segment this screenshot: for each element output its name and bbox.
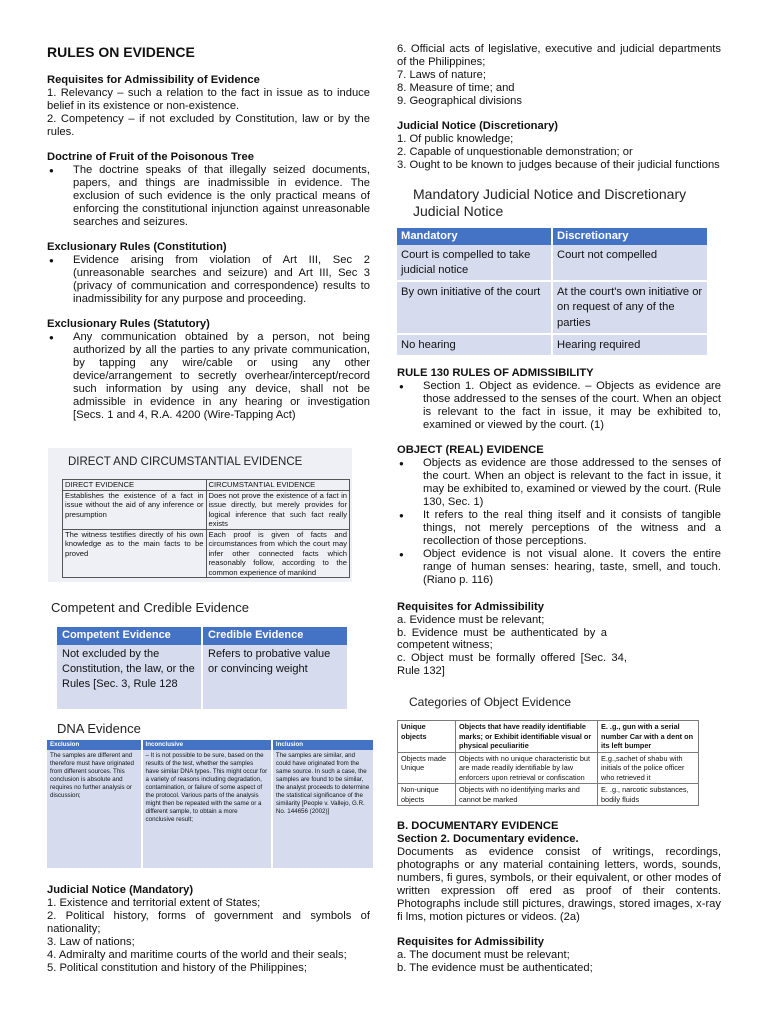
rule130-list (397, 380, 721, 432)
obj-requisites-heading: Requisites for Admissibility (397, 600, 544, 613)
bullet-item: ● Section 1. Object as evidence. – Objects as evidence are those addressed to the senses of the court. When an object is relevant to the fact in issue, it may be exhibited to, examined or viewed by the court. (1) (397, 380, 721, 432)
highlighted-text: The samples are different and therefore must have originated from different sources. This conclusion is absolute and requires no further analysis or discussion; (50, 751, 134, 799)
cell-text: The samples are similar, and could have originated from the same source. In such a case, the samples are found to be similar, the analyst proceeds to determine the statistical significance of the similarity [People v. Vallejo, G.R. No. 144656 (2002)] (275, 751, 370, 816)
table-header: DIRECT EVIDENCE (63, 480, 207, 490)
table-cell: E. .g., gun with a serial number Car with a dent on its left bumper (598, 721, 699, 752)
competent-credible-figure (47, 600, 353, 708)
dna-exclusion-cell (47, 750, 142, 868)
table-cell: No hearing (397, 334, 552, 356)
jn-mandatory-heading: Judicial Notice (Mandatory) (47, 883, 194, 896)
table-row (63, 529, 350, 577)
table-row (398, 784, 699, 806)
table-cell: Objects with no identifying marks and cannot be marked (456, 784, 598, 806)
table-cell: Objects that have readily identifiable marks; or Exhibit identifiable visual or physical peculiaritie (456, 721, 598, 752)
page-title: RULES ON EVIDENCE (47, 44, 195, 60)
object-list (397, 457, 721, 587)
list-item: 5. Political constitution and history of the Philippines; (47, 961, 307, 974)
direct-circumstantial-figure (48, 448, 352, 582)
list-item: 1. Of public knowledge; (397, 132, 514, 145)
table-row (398, 752, 699, 783)
list-item: c. Object must be formally offered [Sec. 34, Rule 132] (397, 652, 627, 678)
table-cell: Hearing required (552, 334, 707, 356)
list-item: 3. Law of nations; (47, 935, 135, 948)
table-row (47, 750, 373, 868)
bullet-item: ● The doctrine speaks of that illegally seized documents, papers, and things are inadmissible in evidence. The exclusion of such evidence is the only practical means of enforcing the constitutional injunction against unreasonable searches and seizures. (47, 164, 370, 229)
list-item: 2. Political history, forms of government and symbols of nationality; (47, 909, 370, 935)
competent-credible-table (57, 627, 347, 708)
rule130-heading: RULE 130 RULES OF ADMISSIBILITY (397, 366, 594, 379)
table-cell: E.g.,sachet of shabu with initials of the police officer who retrieved it (598, 752, 699, 783)
table-cell: Unique objects (398, 721, 456, 752)
table-header: Competent Evidence (57, 627, 202, 644)
list-item: a. Evidence must be relevant; (397, 613, 545, 626)
figure-title: Mandatory Judicial Notice and Discretionary Judicial Notice (413, 185, 687, 219)
list-item: 9. Geographical divisions (397, 94, 522, 107)
bullet-item: ● Object evidence is not visual alone. It covers the entire range of human senses: hearing, taste, smell, and touch. (Riano p. 116) (397, 548, 721, 587)
documentary-text: Documents as evidence consist of writings, recordings, photographs or any material containing letters, words, sounds, numbers, fi gures, symbols, or their equivalent, or other modes of written expression off ered as proof of their contents. Photographs include still pictures, drawings, stored images, x-ray fi lms, motion pictures or videos. (2a) (397, 846, 721, 924)
bullet-item: ● Objects as evidence are those addressed to the senses of the court. When an object is relevant to the fact in issue, it may be exhibited to, examined or viewed by the court. (Rule 130, Sec. 1) (397, 457, 721, 509)
list-item: 7. Laws of nature; (397, 68, 486, 81)
table-header: Exclusion (47, 740, 142, 750)
list-item: b. Evidence must be authenticated by a competent witness; (397, 626, 607, 652)
table-header: Inclusion (272, 740, 373, 750)
table-row (397, 245, 707, 281)
cell-text: – It is not possible to be sure, based on the results of the test, whether the samples have similar DNA types. This might occur for a variety of reasons including degradation, contamination, or failure of some aspect of the protocol. Various parts of the analysis might then be repeated with the same or a different sample, to obtain a more conclusive result; (145, 751, 268, 824)
requisites-heading: Requisites for Admissibility of Evidence (47, 74, 260, 87)
poisonous-list (47, 164, 370, 229)
documentary-section: Section 2. Documentary evidence. (397, 833, 579, 846)
table-row (398, 721, 699, 752)
table-header: Inconclusive (142, 740, 272, 750)
list-item: 1. Existence and territorial extent of States; (47, 896, 261, 909)
table-cell: Court is compelled to take judicial notice (397, 245, 552, 281)
figure-title: DNA Evidence (57, 720, 141, 736)
table-cell: Not excluded by the Constitution, the law, or the Rules [Sec. 3, Rule 128 (57, 645, 202, 709)
table-cell: Each proof is given of facts and circumstances from which the court may infer other connected facts which reasonably follow, according to the common experience of mankind (206, 529, 350, 577)
list-item: 8. Measure of time; and (397, 81, 515, 94)
categories-object-figure (397, 696, 703, 806)
bullet-item: ● Evidence arising from violation of Art III, Sec 2 (unreasonable searches and seizure) and Art III, Sec 3 (privacy of communication and correspondence) results to inadmissibility for any purpose and proceeding. (47, 254, 370, 306)
dna-evidence-figure (47, 721, 373, 868)
list-item: 6. Official acts of legislative, executive and judicial departments of the Philippines; (397, 43, 721, 68)
requisite-item: 2. Competency – if not excluded by Constitution, law or by the rules. (47, 113, 370, 139)
direct-circumstantial-table (62, 479, 350, 578)
dna-inclusion-cell (272, 750, 373, 868)
figure-title: DIRECT AND CIRCUMSTANTIAL EVIDENCE (68, 455, 303, 468)
documentary-heading: B. DOCUMENTARY EVIDENCE (397, 820, 559, 833)
excl-stat-list (47, 331, 370, 422)
figure-title: Competent and Credible Evidence (51, 600, 250, 616)
bullet-item: ● It refers to the real thing itself and it consists of tangible things, not merely perceptions of the witness and a recollection of those perceptions. (397, 509, 721, 548)
table-row (397, 334, 707, 356)
dna-inconclusive-cell (142, 750, 272, 868)
figure-title: Categories of Object Evidence (409, 695, 572, 710)
table-cell: The witness testifies directly of his own knowledge as to the main facts to be proved (63, 529, 207, 577)
table-cell: At the court's own initiative or on request of any of the parties (552, 281, 707, 333)
table-cell: Refers to probative value or convincing weight (202, 645, 347, 709)
doc-requisites-heading: Requisites for Admissibility (397, 936, 544, 949)
table-header: Mandatory (397, 228, 552, 245)
excl-const-heading: Exclusionary Rules (Constitution) (47, 241, 227, 254)
object-heading: OBJECT (REAL) EVIDENCE (397, 443, 544, 456)
table-cell: Objects made Unique (398, 752, 456, 783)
table-cell: Non-unique objects (398, 784, 456, 806)
table-header: CIRCUMSTANTIAL EVIDENCE (206, 480, 350, 490)
list-item: 3. Ought to be known to judges because of their judicial functions (397, 158, 720, 171)
table-cell: Objects with no unique characteristic but are made readily identifiable by law enforcers upon retrieval or confiscation (456, 752, 598, 783)
list-item: b. The evidence must be authenticated; (397, 962, 593, 975)
list-item: a. The document must be relevant; (397, 949, 570, 962)
list-item: 4. Admiralty and maritime courts of the world and their seals; (47, 948, 347, 961)
jn-disc-heading: Judicial Notice (Discretionary) (397, 119, 559, 132)
table-cell: E. .g., narcotic substances, bodily fluids (598, 784, 699, 806)
poisonous-heading: Doctrine of Fruit of the Poisonous Tree (47, 151, 254, 164)
table-cell: Establishes the existence of a fact in issue without the aid of any inference or presumption (63, 490, 207, 529)
left-column (47, 0, 370, 975)
excl-stat-heading: Exclusionary Rules (Statutory) (47, 317, 210, 330)
bullet-item: ● Any communication obtained by a person, not being authorized by all the parties to any private communication, by tapping any wire/cable or using any other device/arrangement to secretly overhear/intercept/record such information by using any device, shall not be admissible in evidence in any hearing or investigation [Secs. 1 and 4, R.A. 4200 (Wire-Tapping Act) (47, 331, 370, 422)
table-cell: Court not compelled (552, 245, 707, 281)
mandatory-discretionary-figure (397, 186, 715, 357)
table-cell: Does not prove the existence of a fact in issue directly, but merely provides for logical inference that such fact really exists (206, 490, 350, 529)
table-header: Credible Evidence (202, 627, 347, 644)
table-row (63, 490, 350, 529)
categories-table (397, 720, 699, 806)
requisite-item: 1. Relevancy – such a relation to the fact in issue as to induce belief in its existence or non-existence. (47, 87, 370, 113)
list-item: 2. Capable of unquestionable demonstration; or (397, 145, 633, 158)
right-column (397, 43, 721, 975)
table-row (57, 645, 347, 709)
mandatory-discretionary-table (397, 228, 707, 357)
excl-const-list (47, 254, 370, 306)
table-cell: By own initiative of the court (397, 281, 552, 333)
dna-evidence-table (47, 740, 373, 868)
table-row (397, 281, 707, 333)
table-header: Discretionary (552, 228, 707, 245)
